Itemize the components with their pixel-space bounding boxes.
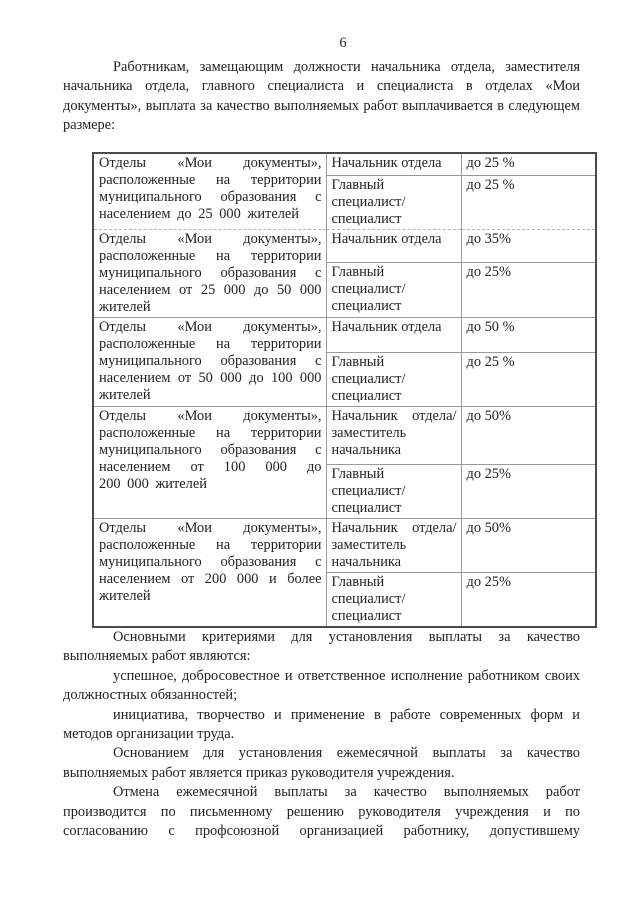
amount-cell: до 25 %	[461, 352, 596, 406]
body-paragraph: инициатива, творчество и применение в работе современных форм и методов организации труда.	[63, 706, 580, 743]
amount-cell: до 25 %	[461, 153, 596, 175]
amount-cell: до 50%	[461, 518, 596, 572]
amount-cell: до 25%	[461, 572, 596, 627]
amount-cell: до 25 %	[461, 175, 596, 229]
payments-table	[92, 152, 597, 628]
position-cell: Начальник отдела	[326, 229, 461, 262]
body-paragraph: Основными критериями для установления выплаты за качество выполняемых работ являются:	[63, 629, 580, 665]
amount-cell: до 50 %	[461, 317, 596, 352]
position-cell: Начальник отдела	[326, 317, 461, 352]
table-row	[93, 406, 596, 464]
table-row	[93, 229, 596, 262]
body-paragraph: успешное, добросовестное и ответственное исполнение работником своих должностных обязанностей;	[63, 667, 580, 704]
amount-cell: до 25%	[461, 464, 596, 518]
position-cell: Начальник отдела	[326, 153, 461, 175]
position-cell: Главный специалист/ специалист	[326, 262, 461, 317]
territory-cell: Отделы «Мои документы», расположенные на территории муниципального образования с населением от 100 000 до 200 000 жителей	[93, 406, 326, 518]
position-cell: Начальник отдела/ заместитель начальника	[326, 518, 461, 572]
position-cell: Главный специалист/ специалист	[326, 175, 461, 229]
territory-cell: Отделы «Мои документы», расположенные на территории муниципального образования с населением от 50 000 до 100 000 жителей	[93, 317, 326, 406]
table-row	[93, 317, 596, 352]
intro-paragraph: Работникам, замещающим должности начальника отдела, заместителя начальника отдела, главного специалиста и специалиста в отделах «Мои документы», выплата за качество выполняемых работ выплачивается в следующем размере:	[63, 59, 580, 134]
table-row	[93, 518, 596, 572]
body-paragraph: Отмена ежемесячной выплаты за качество выполняемых работ производится по письменному решению руководителя учреждения и по согласованию с профсоюзной организацией работнику, допустившему	[63, 784, 580, 840]
position-cell: Главный специалист/ специалист	[326, 352, 461, 406]
amount-cell: до 25%	[461, 262, 596, 317]
amount-cell: до 50%	[461, 406, 596, 464]
amount-cell: до 35%	[461, 229, 596, 262]
body-paragraph: Основанием для установления ежемесячной выплаты за качество выполняемых работ является приказ руководителя учреждения.	[63, 745, 580, 781]
territory-cell: Отделы «Мои документы», расположенные на территории муниципального образования с населением до 25 000 жителей	[99, 155, 322, 222]
position-cell: Главный специалист/ специалист	[326, 464, 461, 518]
body-text	[63, 628, 580, 841]
page-number: 6	[339, 35, 347, 51]
position-cell: Главный специалист/ специалист	[326, 572, 461, 627]
territory-cell: Отделы «Мои документы», расположенные на территории муниципального образования с населением от 25 000 до 50 000 жителей	[93, 229, 326, 317]
position-cell: Начальник отдела/ заместитель начальника	[326, 406, 461, 464]
territory-cell: Отделы «Мои документы», расположенные на территории муниципального образования с населением от 200 000 и более жителей	[93, 518, 326, 627]
table-row	[93, 153, 596, 175]
